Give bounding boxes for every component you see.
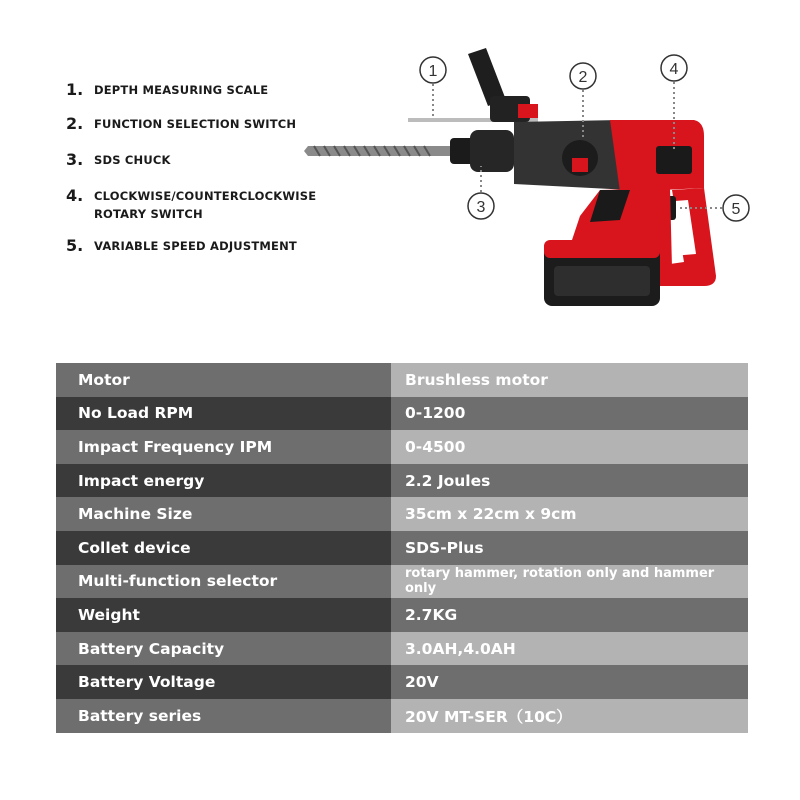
table-row: [56, 497, 748, 531]
sds-chuck: [450, 130, 514, 172]
legend-item-sds-chuck: [66, 150, 171, 170]
callout-number: 4: [669, 61, 679, 78]
battery-pack: [544, 240, 660, 306]
legend-number: 4.: [66, 186, 84, 205]
table-row: [56, 699, 748, 733]
legend-item-depth-scale: [66, 80, 268, 100]
spec-value: 20V MT-SER（10C）: [391, 699, 748, 733]
legend-item-rotary-switch: [66, 186, 319, 223]
legend-text: SDS CHUCK: [94, 153, 171, 167]
table-row: [56, 632, 748, 666]
spec-label: No Load RPM: [56, 397, 391, 431]
spec-value: 0-1200: [391, 397, 748, 431]
callout-1: [420, 57, 446, 118]
specification-table: [56, 363, 748, 733]
callout-number: 2: [578, 69, 588, 86]
rotary-hammer-drill-image: [300, 40, 760, 310]
legend-text: FUNCTION SELECTION SWITCH: [94, 117, 297, 131]
spec-label: Multi-function selector: [56, 565, 391, 599]
spec-value: SDS-Plus: [391, 531, 748, 565]
legend-text: CLOCKWISE/COUNTERCLOCKWISE ROTARY SWITCH: [94, 189, 317, 221]
callout-3: [468, 166, 494, 219]
spec-value: 0-4500: [391, 430, 748, 464]
table-row: [56, 531, 748, 565]
callout-number: 5: [731, 201, 741, 218]
callout-number: 1: [428, 63, 438, 80]
spec-value: Brushless motor: [391, 363, 748, 397]
table-row: [56, 665, 748, 699]
spec-label: Battery Capacity: [56, 632, 391, 666]
spec-value: 35cm x 22cm x 9cm: [391, 497, 748, 531]
spec-value: 3.0AH,4.0AH: [391, 632, 748, 666]
legend-text: DEPTH MEASURING SCALE: [94, 83, 269, 97]
spec-value: rotary hammer, rotation only and hammer only: [391, 565, 748, 599]
spec-label: Battery series: [56, 699, 391, 733]
legend-item-function-switch: [66, 114, 296, 134]
spec-label: Weight: [56, 598, 391, 632]
table-row: [56, 598, 748, 632]
legend-number: 1.: [66, 80, 84, 99]
legend-number: 5.: [66, 236, 84, 255]
spec-label: Machine Size: [56, 497, 391, 531]
spec-value: 20V: [391, 665, 748, 699]
spec-label: Impact Frequency IPM: [56, 430, 391, 464]
table-row: [56, 430, 748, 464]
side-handle: [468, 48, 538, 122]
legend-text: VARIABLE SPEED ADJUSTMENT: [94, 239, 297, 253]
drill-bit: [304, 146, 458, 156]
spec-label: Collet device: [56, 531, 391, 565]
table-row: [56, 464, 748, 498]
table-row: [56, 363, 748, 397]
callout-number: 3: [476, 199, 486, 216]
table-row: [56, 397, 748, 431]
table-row: [56, 565, 748, 599]
spec-label: Battery Voltage: [56, 665, 391, 699]
legend-number: 2.: [66, 114, 84, 133]
spec-label: Motor: [56, 363, 391, 397]
spec-label: Impact energy: [56, 464, 391, 498]
spec-value: 2.2 Joules: [391, 464, 748, 498]
legend-number: 3.: [66, 150, 84, 169]
spec-value: 2.7KG: [391, 598, 748, 632]
legend-item-speed-adjustment: [66, 236, 297, 256]
